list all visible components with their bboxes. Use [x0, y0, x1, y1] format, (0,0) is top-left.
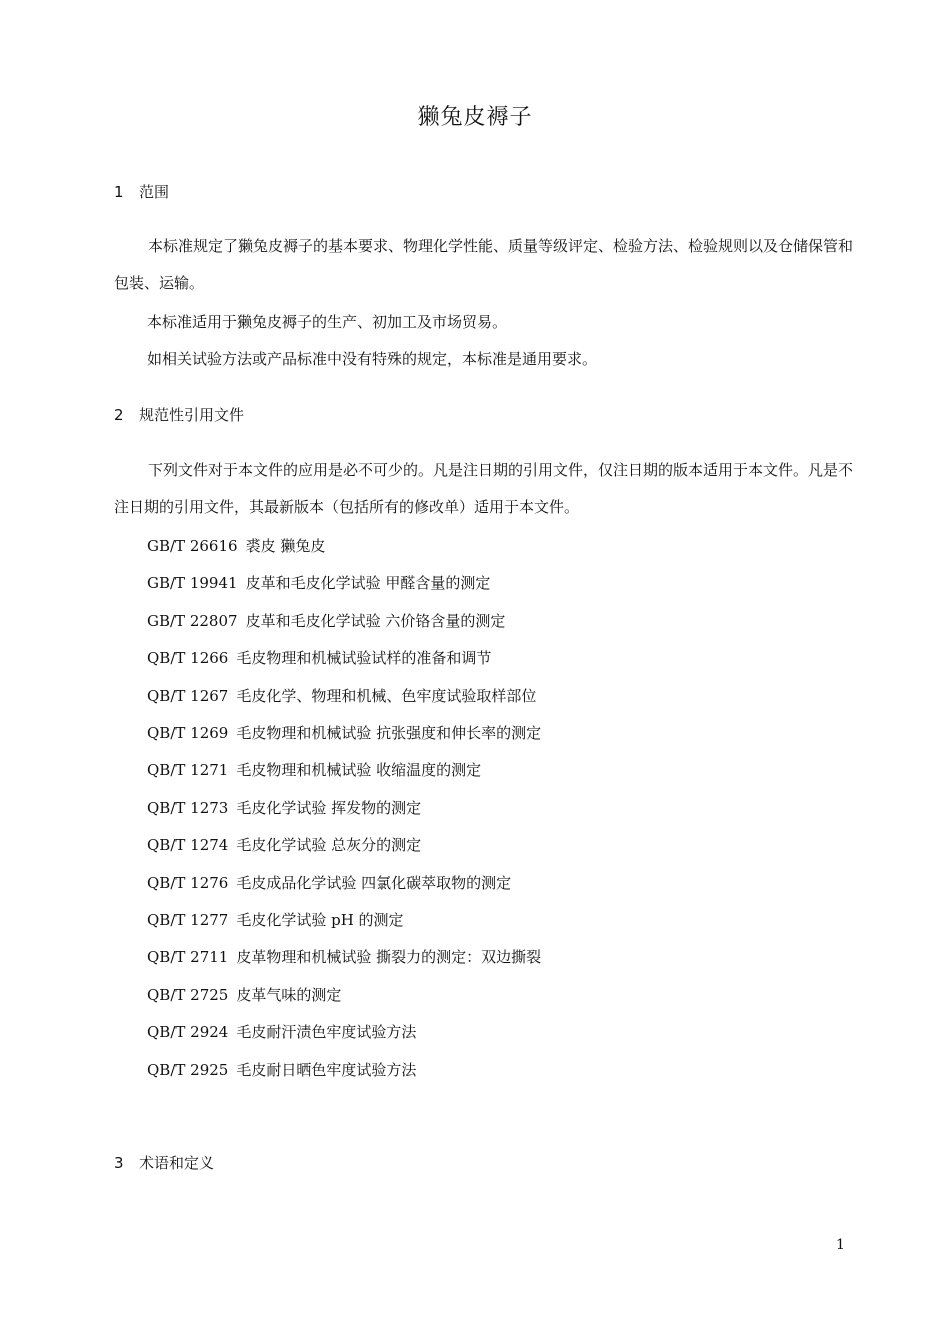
- reference-code: QB/T 2925: [147, 1060, 229, 1079]
- reference-item: [147, 984, 341, 1005]
- reference-item: [147, 1059, 416, 1080]
- section-title: 术语和定义: [139, 1154, 215, 1172]
- reference-code: QB/T 1266: [147, 649, 229, 668]
- reference-title: 毛皮化学试验 pH 的测定: [236, 911, 404, 929]
- reference-item: [147, 834, 421, 855]
- reference-item: [147, 722, 541, 743]
- section-number: 2: [114, 406, 124, 424]
- reference-title: 皮革气味的测定: [236, 985, 342, 1004]
- reference-code: GB/T 26616: [147, 537, 238, 555]
- reference-code: QB/T 1267: [147, 686, 229, 705]
- reference-item: [147, 610, 505, 631]
- reference-code: QB/T 1276: [147, 873, 229, 892]
- document-title: 獭兔皮褥子: [417, 105, 533, 130]
- reference-title: 毛皮化学、物理和机械、色牢度试验取样部位: [236, 686, 537, 705]
- reference-title: 毛皮成品化学试验 四氯化碳萃取物的测定: [236, 873, 512, 892]
- reference-title: 毛皮化学试验 挥发物的测定: [236, 798, 422, 817]
- reference-item: [147, 535, 325, 556]
- scope-paragraph-2: 本标准适用于獭兔皮褥子的生产、初加工及市场贸易。: [147, 313, 508, 331]
- reference-item: [147, 685, 536, 706]
- reference-title: 毛皮耐汗渍色牢度试验方法: [236, 1023, 417, 1042]
- reference-title: 裘皮 獭兔皮: [245, 537, 326, 555]
- reference-item: [147, 946, 541, 967]
- reference-title: 皮革物理和机械试验 撕裂力的测定：双边撕裂: [236, 948, 542, 967]
- reference-code: QB/T 1273: [147, 798, 229, 817]
- reference-item: [147, 909, 404, 930]
- scope-paragraph-3: 如相关试验方法或产品标准中没有特殊的规定，本标准是通用要求。: [147, 350, 598, 368]
- reference-item: [147, 797, 421, 818]
- reference-title: 毛皮化学试验 总灰分的测定: [236, 836, 422, 855]
- reference-code: QB/T 1269: [147, 724, 229, 742]
- reference-item: [147, 872, 511, 893]
- reference-code: QB/T 1274: [147, 836, 229, 855]
- section-number: 1: [114, 183, 124, 201]
- section-title: 规范性引用文件: [139, 406, 245, 424]
- reference-title: 毛皮耐日晒色牢度试验方法: [236, 1060, 417, 1079]
- reference-code: QB/T 2711: [147, 948, 229, 967]
- reference-item: [147, 572, 490, 593]
- reference-code: GB/T 22807: [147, 611, 238, 630]
- reference-item: [147, 1021, 416, 1042]
- references-intro: 下列文件对于本文件的应用是必不可少的。凡是注日期的引用文件，仅注日期的版本适用于本文件。凡是不注日期的引用文件，其最新版本（包括所有的修改单）适用于本文件。: [114, 461, 854, 516]
- section-heading-scope: [114, 181, 169, 202]
- reference-title: 毛皮物理和机械试验 抗张强度和伸长率的测定: [236, 724, 542, 742]
- section-number: 3: [114, 1154, 124, 1172]
- reference-title: 皮革和毛皮化学试验 甲醛含量的测定: [245, 574, 491, 593]
- reference-title: 毛皮物理和机械试验 收缩温度的测定: [236, 761, 482, 780]
- scope-paragraph-1: 本标准规定了獭兔皮褥子的基本要求、物理化学性能、质量等级评定、检验方法、检验规则以及仓储保管和包装、运输。: [114, 237, 854, 292]
- reference-code: QB/T 1277: [147, 911, 229, 929]
- reference-title: 皮革和毛皮化学试验 六价铬含量的测定: [245, 611, 506, 630]
- reference-code: GB/T 19941: [147, 574, 238, 593]
- section-heading-normative-references: [114, 404, 244, 425]
- reference-item: [147, 759, 481, 780]
- reference-code: QB/T 2924: [147, 1023, 229, 1042]
- section-heading-terms: [114, 1152, 214, 1173]
- page-number: 1: [836, 1237, 845, 1253]
- reference-code: QB/T 1271: [147, 761, 229, 780]
- section-title: 范围: [139, 183, 170, 201]
- reference-code: QB/T 2725: [147, 985, 229, 1004]
- reference-title: 毛皮物理和机械试验试样的准备和调节: [236, 649, 492, 668]
- reference-item: [147, 647, 491, 668]
